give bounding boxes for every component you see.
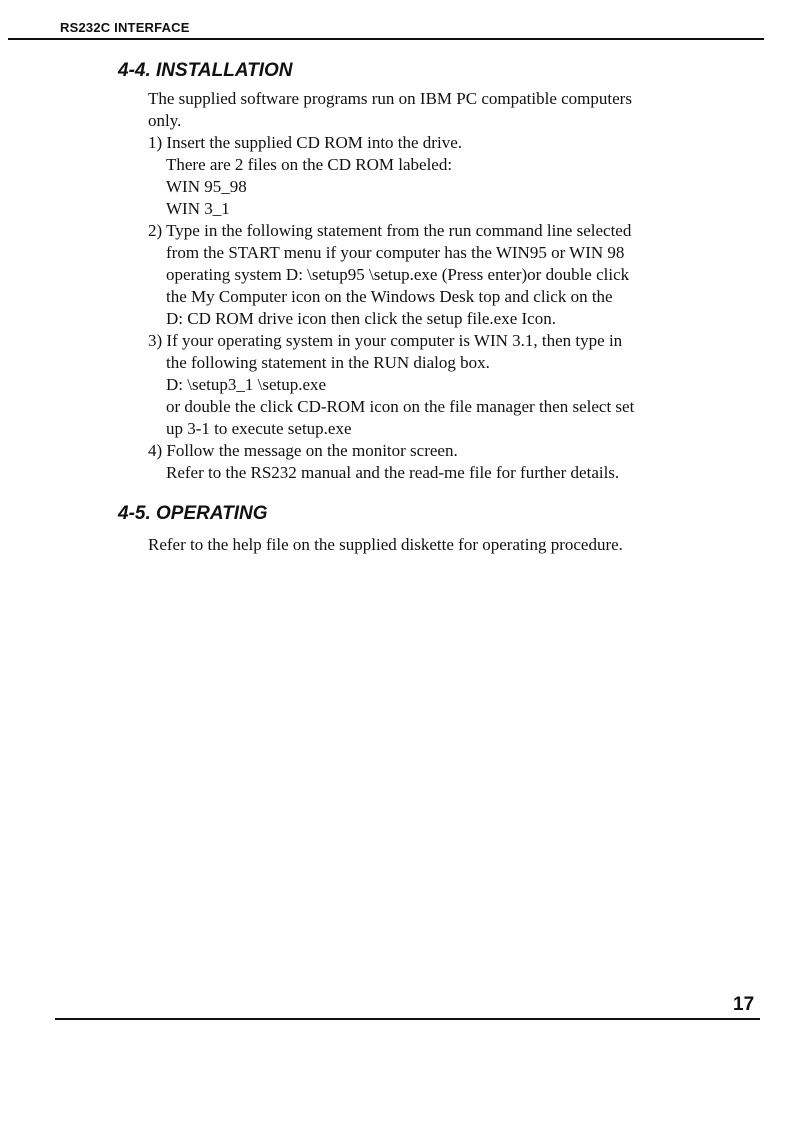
step-4-line: 4) Follow the message on the monitor screen. xyxy=(148,441,458,460)
step-2-line: from the START menu if your computer has the WIN95 or WIN 98 xyxy=(166,243,625,262)
page-number: 17 xyxy=(733,994,755,1015)
operating-body xyxy=(148,534,728,556)
section-heading-installation: 4-4. INSTALLATION xyxy=(118,60,293,81)
paragraph-line: Refer to the help file on the supplied diskette for operating procedure. xyxy=(148,535,623,554)
running-header-title: RS232C INTERFACE xyxy=(60,20,190,35)
header-divider xyxy=(8,38,764,40)
step-2-line: the My Computer icon on the Windows Desk top and click on the xyxy=(166,287,613,306)
step-3-line: the following statement in the RUN dialog box. xyxy=(166,353,490,372)
section-heading-operating: 4-5. OPERATING xyxy=(118,503,268,524)
step-4-line: Refer to the RS232 manual and the read-me file for further details. xyxy=(166,463,620,482)
installation-body xyxy=(148,88,728,484)
footer-divider xyxy=(55,1018,760,1020)
step-3-line: up 3-1 to execute setup.exe xyxy=(166,419,352,438)
step-3-command: D: \setup3_1 \setup.exe xyxy=(166,375,327,394)
step-1-line: There are 2 files on the CD ROM labeled: xyxy=(166,155,453,174)
step-3-line: 3) If your operating system in your computer is WIN 3.1, then type in xyxy=(148,331,623,350)
step-2-line: 2) Type in the following statement from the run command line selected xyxy=(148,221,632,240)
step-3-line: or double the click CD-ROM icon on the file manager then select set xyxy=(166,397,635,416)
step-1-line: 1) Insert the supplied CD ROM into the drive. xyxy=(148,133,462,152)
file-label-win3-1: WIN 3_1 xyxy=(166,199,230,218)
paragraph-line: only. xyxy=(148,111,182,130)
paragraph-line: The supplied software programs run on IBM PC compatible computers xyxy=(148,89,632,108)
step-2-line: operating system D: \setup95 \setup.exe (Press enter)or double click xyxy=(166,265,630,284)
file-label-win95-98: WIN 95_98 xyxy=(166,177,247,196)
step-2-line: D: CD ROM drive icon then click the setup file.exe Icon. xyxy=(166,309,556,328)
